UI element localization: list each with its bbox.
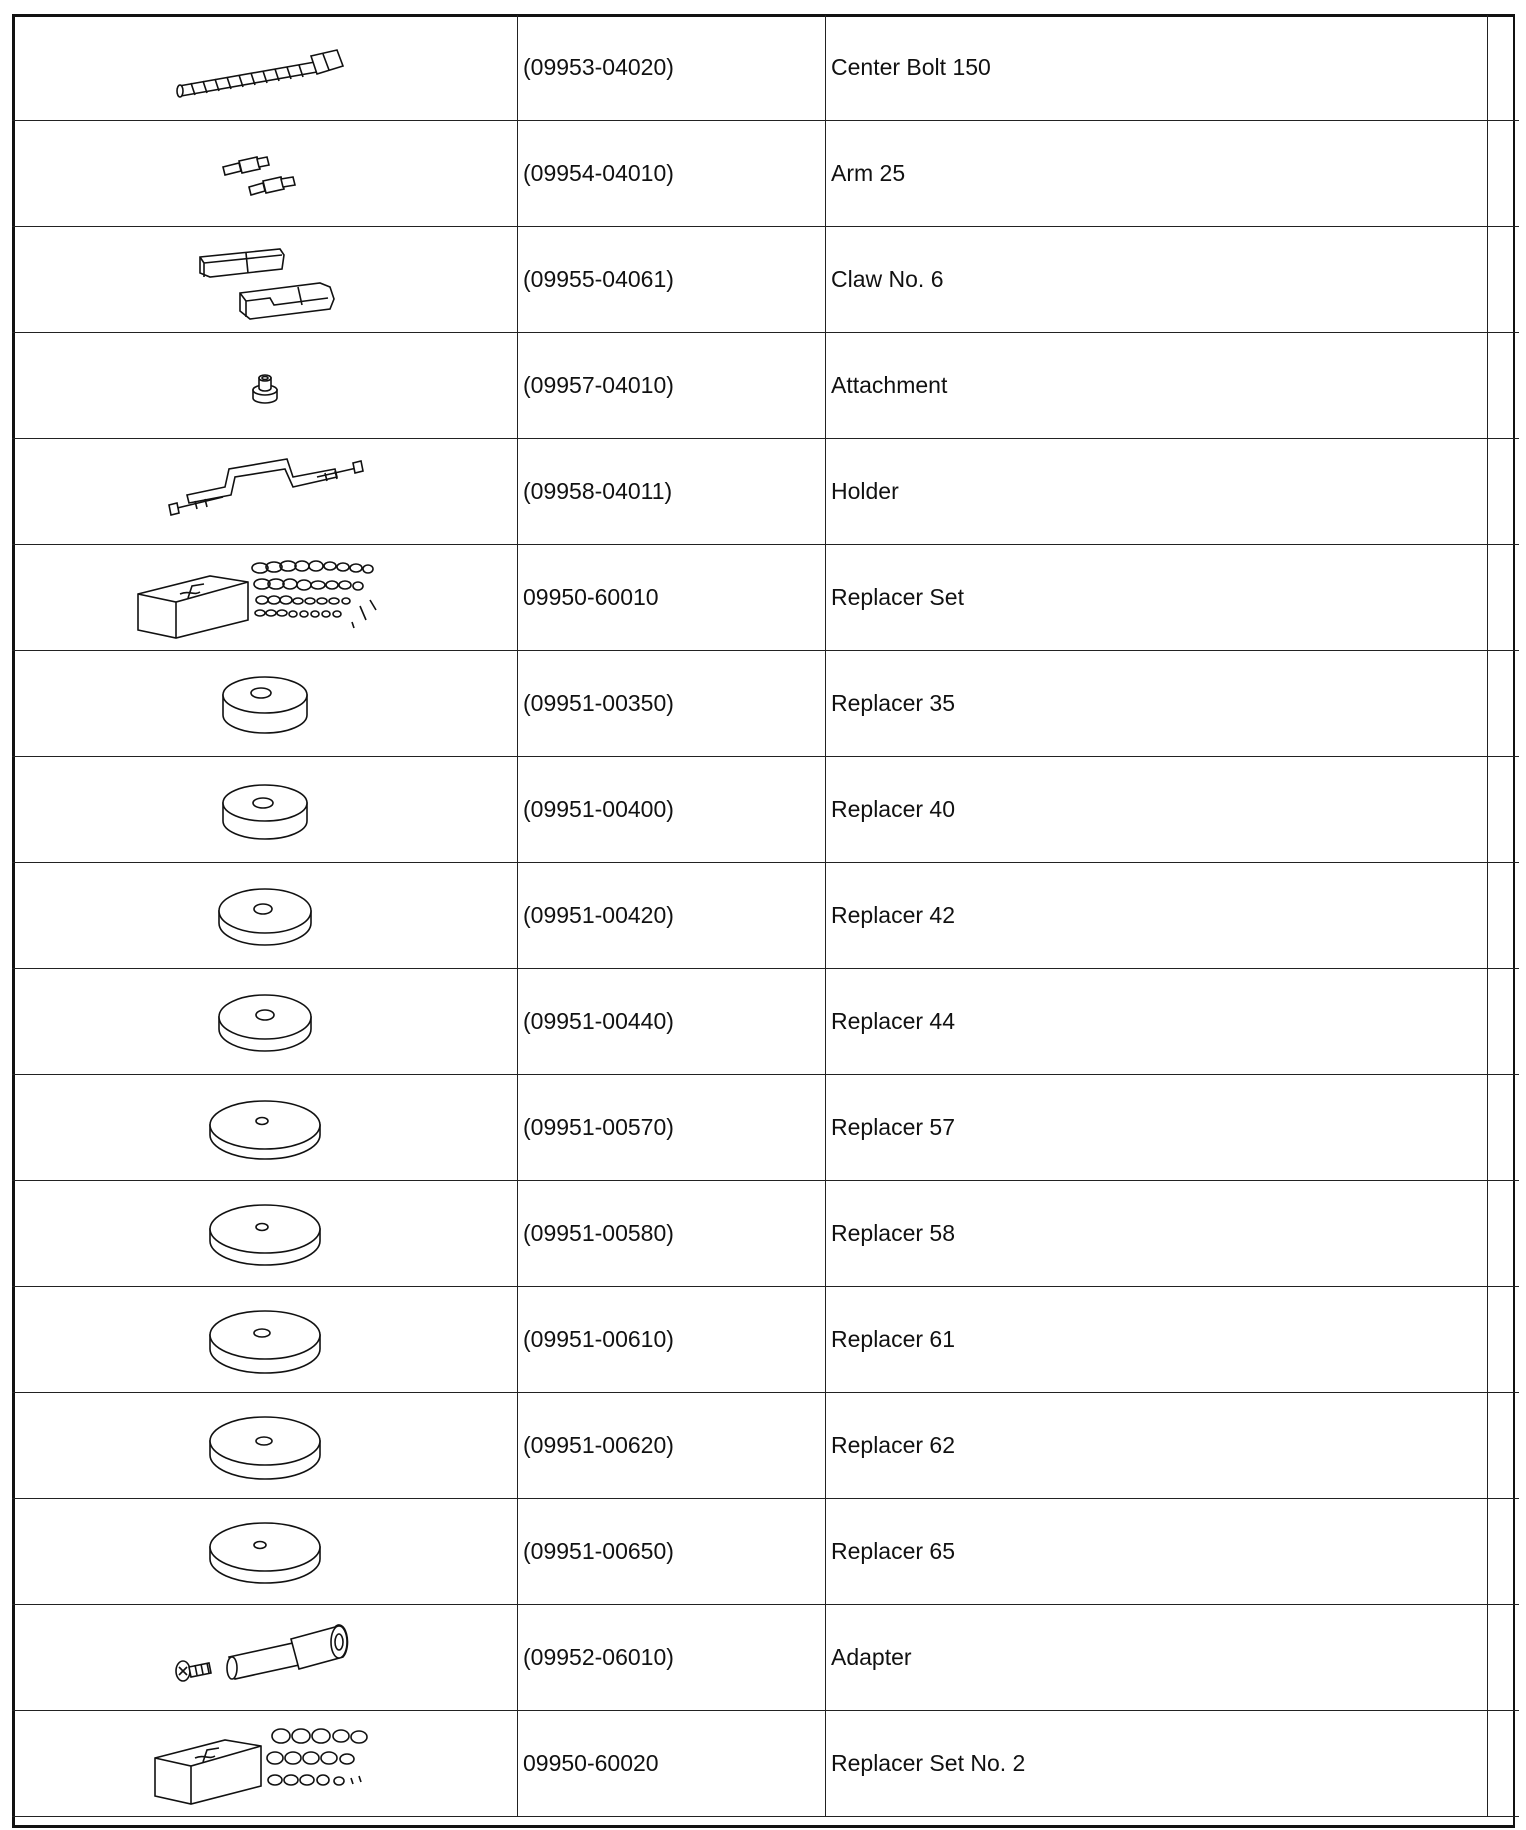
replacer-disc-illustration [200,1295,330,1385]
table-row [12,1075,1519,1181]
replacer-disc-illustration [205,871,325,961]
attachment-illustration [235,356,295,416]
blank-cell [1488,757,1520,863]
illustration-cell [12,651,518,757]
table-row [12,227,1519,333]
claw-illustration [170,235,360,325]
table-row [12,863,1519,969]
blank-cell [1488,1499,1520,1605]
table-row [12,757,1519,863]
part-number-cell: (09951-00580) [518,1181,826,1287]
replacer-disc-illustration [205,977,325,1067]
part-number-cell: (09951-00620) [518,1393,826,1499]
illustration-cell [12,333,518,439]
replacer-disc-illustration [200,1401,330,1491]
part-number-cell: (09951-00570) [518,1075,826,1181]
holder-illustration [165,447,365,537]
arm-illustration [205,139,325,209]
table-row [12,969,1519,1075]
part-number-cell: (09952-06010) [518,1605,826,1711]
part-number-cell: (09953-04020) [518,15,826,121]
part-number-cell: 09950-60010 [518,545,826,651]
table-row [12,1287,1519,1393]
tool-name-cell: Replacer Set No. 2 [826,1711,1488,1817]
tool-name-cell: Center Bolt 150 [826,15,1488,121]
illustration-cell [12,439,518,545]
replacer-disc-illustration [205,765,325,855]
illustration-cell [12,15,518,121]
replacer-disc-illustration [200,1083,330,1173]
illustration-cell [12,1499,518,1605]
illustration-cell [12,757,518,863]
part-number-cell: (09958-04011) [518,439,826,545]
table-row [12,333,1519,439]
table-row [12,1181,1519,1287]
part-number-cell: (09951-00420) [518,863,826,969]
blank-cell [1488,863,1520,969]
blank-cell [1488,15,1520,121]
table-row [12,1393,1519,1499]
blank-cell [1488,227,1520,333]
tool-name-cell: Replacer 35 [826,651,1488,757]
illustration-cell [12,1711,518,1817]
tool-name-cell: Replacer 65 [826,1499,1488,1605]
blank-cell [1488,651,1520,757]
special-tools-table [12,15,1519,1817]
table-row [12,1711,1519,1817]
illustration-cell [12,121,518,227]
tool-name-cell: Replacer 42 [826,863,1488,969]
tool-name-cell: Claw No. 6 [826,227,1488,333]
illustration-cell [12,1287,518,1393]
table-row [12,439,1519,545]
illustration-cell [12,227,518,333]
tool-name-cell: Attachment [826,333,1488,439]
part-number-cell: (09957-04010) [518,333,826,439]
part-number-cell: (09951-00400) [518,757,826,863]
replacer-set-2-illustration [145,1716,385,1812]
blank-cell [1488,1075,1520,1181]
part-number-cell: (09955-04061) [518,227,826,333]
replacer-disc-illustration [200,1189,330,1279]
tool-name-cell: Replacer 57 [826,1075,1488,1181]
illustration-cell [12,863,518,969]
table-row [12,121,1519,227]
blank-cell [1488,1711,1520,1817]
blank-cell [1488,969,1520,1075]
replacer-disc-illustration [205,659,325,749]
illustration-cell [12,1181,518,1287]
replacer-set-illustration [130,550,400,646]
table-row [12,1605,1519,1711]
tool-name-cell: Replacer 58 [826,1181,1488,1287]
illustration-cell [12,1393,518,1499]
blank-cell [1488,121,1520,227]
illustration-cell [12,1605,518,1711]
part-number-cell: (09954-04010) [518,121,826,227]
table-row [12,1499,1519,1605]
blank-cell [1488,1287,1520,1393]
blank-cell [1488,333,1520,439]
illustration-cell [12,545,518,651]
illustration-cell [12,969,518,1075]
tool-name-cell: Replacer Set [826,545,1488,651]
part-number-cell: (09951-00350) [518,651,826,757]
center-bolt-illustration [165,28,365,108]
blank-cell [1488,1393,1520,1499]
part-number-cell: (09951-00650) [518,1499,826,1605]
tool-name-cell: Arm 25 [826,121,1488,227]
table-row [12,651,1519,757]
tool-name-cell: Holder [826,439,1488,545]
tool-name-cell: Replacer 40 [826,757,1488,863]
table-row [12,15,1519,121]
table-row [12,545,1519,651]
blank-cell [1488,1605,1520,1711]
part-number-cell: 09950-60020 [518,1711,826,1817]
replacer-disc-illustration [200,1507,330,1597]
tool-name-cell: Replacer 61 [826,1287,1488,1393]
tool-name-cell: Replacer 44 [826,969,1488,1075]
part-number-cell: (09951-00610) [518,1287,826,1393]
blank-cell [1488,545,1520,651]
tool-name-cell: Replacer 62 [826,1393,1488,1499]
tool-name-cell: Adapter [826,1605,1488,1711]
part-number-cell: (09951-00440) [518,969,826,1075]
blank-cell [1488,439,1520,545]
blank-cell [1488,1181,1520,1287]
adapter-illustration [165,1613,365,1703]
illustration-cell [12,1075,518,1181]
